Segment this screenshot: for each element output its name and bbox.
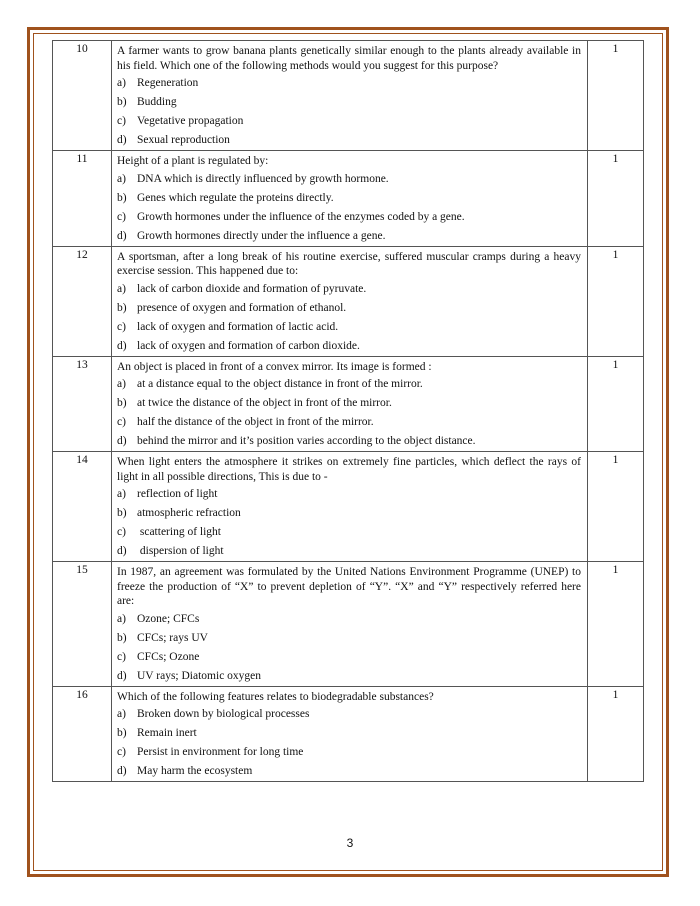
option-text: Growth hormones under the influence of the enzymes coded by a gene. <box>137 210 465 223</box>
page-number: 3 <box>346 836 354 850</box>
option-text: atmospheric refraction <box>137 507 241 519</box>
option-text: Budding <box>137 96 177 108</box>
question-row <box>53 452 644 562</box>
option-label: d) <box>117 339 127 352</box>
answer-option <box>117 114 581 128</box>
answer-option <box>117 764 581 778</box>
option-text: half the distance of the object in front of the mirror. <box>137 416 374 428</box>
answer-option <box>117 210 581 224</box>
question-number: 15 <box>53 562 112 687</box>
question-row <box>53 151 644 247</box>
option-label: c) <box>117 650 126 663</box>
question-body <box>112 686 588 782</box>
answer-option <box>117 525 581 539</box>
option-text: Ozone; CFCs <box>137 612 200 625</box>
question-number: 11 <box>53 151 112 247</box>
question-text: Height of a plant is regulated by: <box>117 155 269 167</box>
option-label: c) <box>117 210 126 223</box>
answer-option <box>117 377 581 391</box>
question-body <box>112 246 588 356</box>
option-label: c) <box>117 320 126 333</box>
option-label: b) <box>117 191 127 204</box>
option-label: b) <box>117 727 127 739</box>
question-body <box>112 151 588 247</box>
answer-option <box>117 669 581 683</box>
question-row <box>53 41 644 151</box>
question-body <box>112 41 588 151</box>
option-text: CFCs; Ozone <box>137 650 200 663</box>
question-body <box>112 452 588 562</box>
answer-option <box>117 434 581 448</box>
option-label: d) <box>117 545 127 557</box>
option-label: a) <box>117 708 126 720</box>
option-label: a) <box>117 378 126 390</box>
option-text: lack of oxygen and formation of carbon dioxide. <box>137 339 360 352</box>
option-label: c) <box>117 746 126 758</box>
option-label: c) <box>117 526 126 538</box>
option-text: dispersion of light <box>137 545 224 557</box>
option-text: UV rays; Diatomic oxygen <box>137 669 262 682</box>
option-label: d) <box>117 134 127 146</box>
answer-option <box>117 707 581 721</box>
option-text: Sexual reproduction <box>137 134 230 146</box>
option-text: Vegetative propagation <box>137 115 244 127</box>
option-text: scattering of light <box>137 526 221 538</box>
option-text: at twice the distance of the object in front of the mirror. <box>137 397 392 409</box>
answer-option <box>117 487 581 501</box>
option-text: Persist in environment for long time <box>137 746 304 758</box>
option-label: d) <box>117 229 127 242</box>
option-text: presence of oxygen and formation of ethanol. <box>137 301 347 314</box>
option-label: a) <box>117 488 126 500</box>
answer-option <box>117 320 581 334</box>
option-text: lack of carbon dioxide and formation of pyruvate. <box>137 282 367 295</box>
answer-option <box>117 631 581 645</box>
option-label: c) <box>117 416 126 428</box>
answer-option <box>117 415 581 429</box>
question-text: In 1987, an agreement was formulated by the United Nations Environment Programme (UNEP) to freeze the production of “X” to prevent depletion of “Y”. “X” and “Y” respectively referred here are: <box>117 566 581 607</box>
answer-option <box>117 282 581 296</box>
question-body <box>112 562 588 687</box>
question-number: 16 <box>53 686 112 782</box>
question-text: When light enters the atmosphere it strikes on extremely fine particles, which deflect the rays of light in all possible directions, This is due to - <box>117 456 581 483</box>
question-number: 10 <box>53 41 112 151</box>
option-label: b) <box>117 507 127 519</box>
option-text: Genes which regulate the proteins directly. <box>137 191 334 204</box>
option-label: c) <box>117 115 126 127</box>
question-row <box>53 246 644 356</box>
option-text: CFCs; rays UV <box>137 631 208 644</box>
answer-option <box>117 612 581 626</box>
question-body <box>112 356 588 452</box>
answer-option <box>117 95 581 109</box>
question-marks: 1 <box>588 151 644 247</box>
question-number: 13 <box>53 356 112 452</box>
question-marks: 1 <box>588 356 644 452</box>
answer-option <box>117 339 581 353</box>
question-marks: 1 <box>588 452 644 562</box>
option-text: at a distance equal to the object distance in front of the mirror. <box>137 378 423 390</box>
answer-option <box>117 650 581 664</box>
question-marks: 1 <box>588 246 644 356</box>
question-marks: 1 <box>588 686 644 782</box>
option-label: a) <box>117 77 126 89</box>
question-text: A sportsman, after a long break of his routine exercise, suffered muscular cramps during a heavy exercise session. This happened due to: <box>117 250 581 277</box>
answer-option <box>117 191 581 205</box>
option-text: Remain inert <box>137 727 197 739</box>
answer-option <box>117 506 581 520</box>
question-text: A farmer wants to grow banana plants genetically similar enough to the plants already available in his field. Which one of the following methods would you suggest for this purpose? <box>117 45 581 72</box>
answer-option <box>117 745 581 759</box>
answer-option <box>117 726 581 740</box>
answer-option <box>117 133 581 147</box>
question-table <box>52 40 644 782</box>
option-label: b) <box>117 96 127 108</box>
question-text: Which of the following features relates to biodegradable substances? <box>117 690 434 703</box>
option-text: May harm the ecosystem <box>137 765 253 777</box>
question-number: 12 <box>53 246 112 356</box>
answer-option <box>117 76 581 90</box>
option-text: reflection of light <box>137 488 218 500</box>
question-text: An object is placed in front of a convex mirror. Its image is formed : <box>117 360 432 373</box>
option-label: a) <box>117 282 126 295</box>
question-row <box>53 562 644 687</box>
option-text: behind the mirror and it’s position varies according to the object distance. <box>137 435 476 447</box>
option-label: b) <box>117 301 127 314</box>
option-label: d) <box>117 435 127 447</box>
option-label: a) <box>117 612 126 625</box>
option-text: Growth hormones directly under the influence a gene. <box>137 229 386 242</box>
question-number: 14 <box>53 452 112 562</box>
question-marks: 1 <box>588 562 644 687</box>
option-text: Broken down by biological processes <box>137 708 310 720</box>
question-row <box>53 356 644 452</box>
option-label: d) <box>117 765 127 777</box>
option-text: lack of oxygen and formation of lactic acid. <box>137 320 339 333</box>
question-marks: 1 <box>588 41 644 151</box>
answer-option <box>117 301 581 315</box>
answer-option <box>117 172 581 186</box>
option-label: a) <box>117 172 126 185</box>
option-label: b) <box>117 631 127 644</box>
answer-option <box>117 396 581 410</box>
option-label: d) <box>117 669 127 682</box>
question-row <box>53 686 644 782</box>
option-text: DNA which is directly influenced by growth hormone. <box>137 172 389 185</box>
option-text: Regeneration <box>137 77 199 89</box>
answer-option <box>117 229 581 243</box>
answer-option <box>117 544 581 558</box>
option-label: b) <box>117 397 127 409</box>
